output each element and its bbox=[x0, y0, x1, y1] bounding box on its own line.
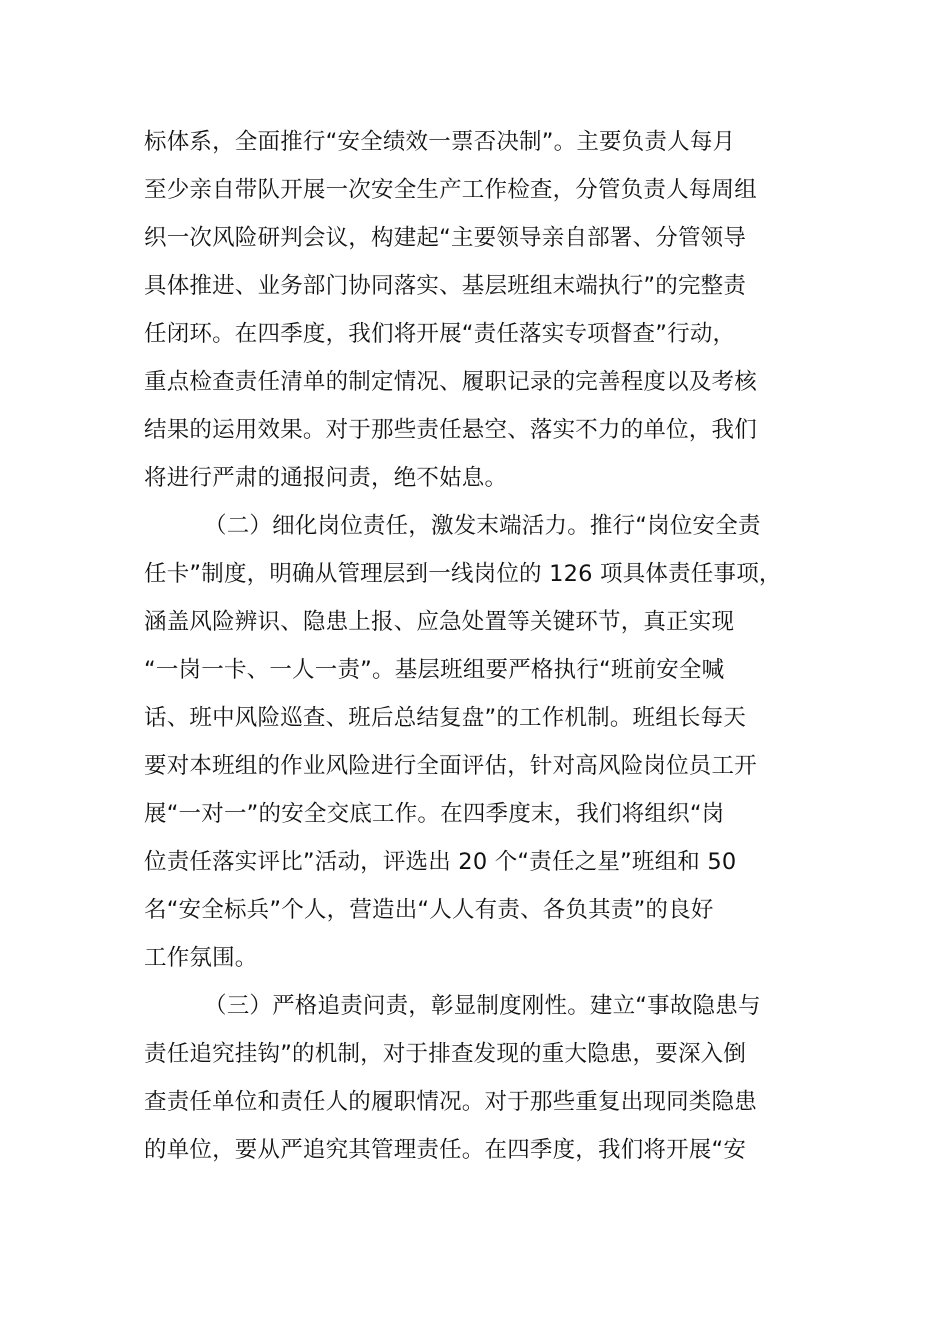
text-line: 工作氛围。 bbox=[144, 945, 258, 971]
text-line: 查责任单位和责任人的履职情况。对于那些重复出现同类隐患 bbox=[144, 1089, 757, 1115]
paragraph-section-three bbox=[144, 982, 814, 1174]
text-line: 涵盖风险辨识、隐患上报、应急处置等关键环节，真正实现 bbox=[144, 609, 735, 635]
text-line: 要对本班组的作业风险进行全面评估，针对高风险岗位员工开 bbox=[144, 753, 757, 779]
text-line: 任闭环。在四季度，我们将开展“责任落实专项督查”行动， bbox=[144, 321, 736, 347]
text-line: 标体系，全面推行“安全绩效一票否决制”。主要负责人每月 bbox=[144, 129, 736, 155]
text-line: 责任追究挂钩”的机制，对于排查发现的重大隐患，要深入倒 bbox=[144, 1041, 747, 1067]
document-body bbox=[144, 118, 814, 1174]
section-heading-line: （三）严格追责问责，彰显制度刚性。建立“事故隐患与 bbox=[204, 993, 761, 1019]
text-line: 至少亲自带队开展一次安全生产工作检查，分管负责人每周组 bbox=[144, 177, 757, 203]
text-line: 展“一对一”的安全交底工作。在四季度末，我们将组织“岗 bbox=[144, 801, 725, 827]
text-line: 织一次风险研判会议，构建起“主要领导亲自部署、分管领导 bbox=[144, 225, 747, 251]
paragraph-section-two bbox=[144, 502, 814, 982]
text-line: 任卡”制度，明确从管理层到一线岗位的 126 项具体责任事项， bbox=[144, 561, 782, 587]
text-line: “一岗一卡、一人一责”。基层班组要严格执行“班前安全喊 bbox=[144, 657, 725, 683]
paragraph-responsibility-system bbox=[144, 118, 814, 502]
text-line: 重点检查责任清单的制定情况、履职记录的完善程度以及考核 bbox=[144, 369, 757, 395]
text-line: 名“安全标兵”个人，营造出“人人有责、各负其责”的良好 bbox=[144, 897, 714, 923]
text-line: 的单位，要从严追究其管理责任。在四季度，我们将开展“安 bbox=[144, 1137, 747, 1163]
section-heading-line: （二）细化岗位责任，激发末端活力。推行“岗位安全责 bbox=[204, 513, 761, 539]
text-line: 具体推进、业务部门协同落实、基层班组末端执行”的完整责 bbox=[144, 273, 747, 299]
text-line: 位责任落实评比”活动，评选出 20 个“责任之星”班组和 50 bbox=[144, 849, 737, 875]
text-line: 结果的运用效果。对于那些责任悬空、落实不力的单位，我们 bbox=[144, 417, 757, 443]
text-line: 话、班中风险巡查、班后总结复盘”的工作机制。班组长每天 bbox=[144, 705, 747, 731]
text-line: 将进行严肃的通报问责，绝不姑息。 bbox=[144, 465, 508, 491]
